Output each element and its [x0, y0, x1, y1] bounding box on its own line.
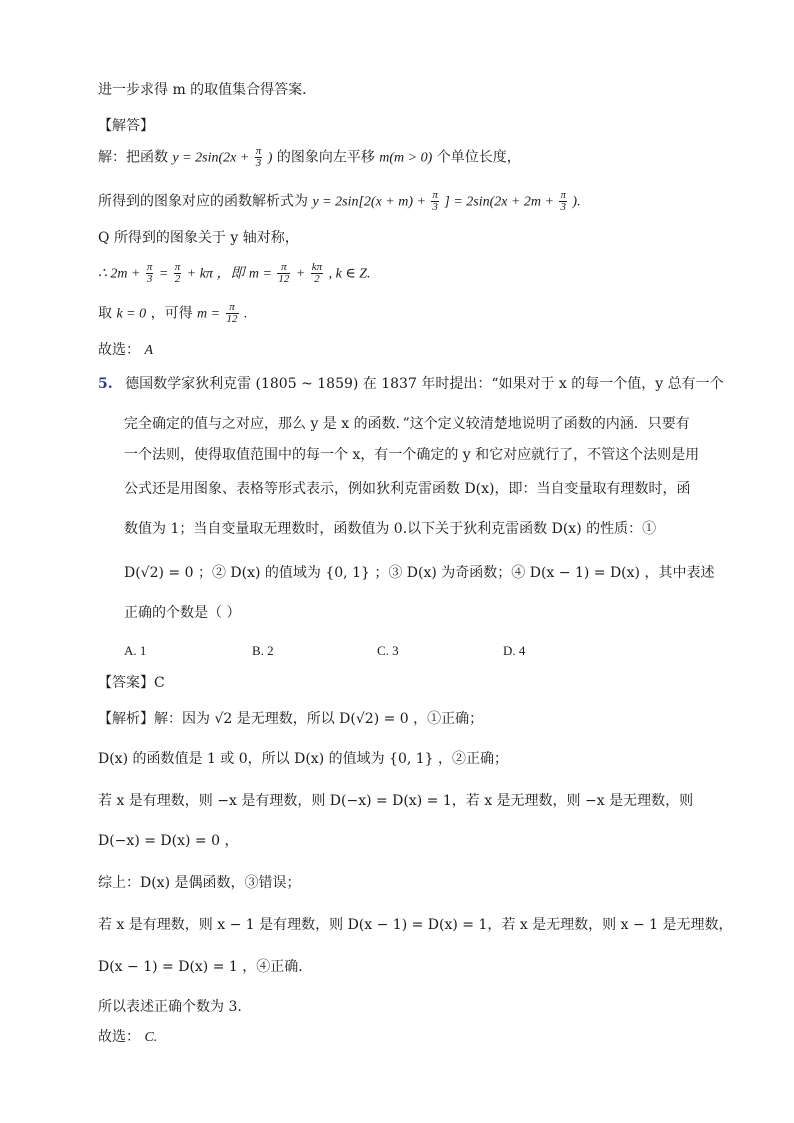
solution-step-1	[98, 146, 521, 169]
solution-step-3: Q 所得到的图象关于 y 轴对称，	[98, 230, 299, 246]
step2-text: 所得到的图象对应的函数解析式为	[98, 193, 308, 210]
pi-over-3-fraction: $\frac{\pi}{3}$	[432, 189, 438, 213]
step4-plus: +	[295, 266, 306, 282]
step4-rhs: + kπ ，即	[186, 266, 245, 282]
final-choice-line	[98, 1027, 157, 1048]
question-5-line-7: 正确的个数是（ ）	[124, 605, 241, 621]
step5-m: m =	[197, 306, 221, 322]
question-5-line-5: 数值为 1；当自变量取无理数时，函数值为 0.以下关于狄利克雷函数 D(x) 的性质：①	[124, 521, 657, 537]
step1-close-paren: )	[267, 150, 273, 166]
step4-eq: =	[158, 266, 169, 282]
pi-over-3-fraction: $\frac{\pi}{3}$	[255, 145, 262, 169]
question-number: 5.	[98, 376, 113, 392]
step1-text-a: 解：把函数	[98, 149, 168, 166]
analysis-line-7: D(x − 1) = D(x) = 1 ，④正确．	[98, 959, 313, 975]
pi-over-2-fraction: $\frac{\pi}{2}$	[174, 261, 181, 285]
choice-line-prev	[98, 340, 153, 361]
question-text: 德国数学家狄利克雷 (1805 ~ 1859) 在 1837 年时提出：“如果对于 x 的每一个值，y 总有一个	[125, 376, 724, 392]
option-b: B. 2	[252, 643, 274, 658]
analysis-line-3: 若 x 是有理数，则 −x 是有理数，则 D(−x) = D(x) = 1，若 x 是无理数，则 −x 是无理数，则	[98, 793, 694, 809]
step2-expr-a: y = 2sin[2(x + m) +	[312, 194, 426, 210]
step2-expr-b: ] = 2sin(2x + 2m +	[444, 194, 554, 210]
analysis-line-5: 综上：D(x) 是偶函数，③错误；	[98, 875, 301, 891]
answer-line: 【答案】C	[98, 675, 165, 691]
analysis-line-8: 所以表述正确个数为 3.	[98, 999, 242, 1015]
solution-step-4	[98, 262, 371, 285]
question-5-line-6: D(√2) = 0 ；② D(x) 的值域为 {0, 1} ；③ D(x) 为奇函数；④ D(x − 1) = D(x) ，其中表述	[124, 565, 715, 581]
pi-over-3-fraction: $\frac{\pi}{3}$	[560, 189, 566, 213]
step5-text-b: ，可得	[150, 305, 193, 322]
step2-expr-c: ).	[572, 194, 581, 210]
question-5-line-3: 一个法则，使得取值范围中的每一个 x，有一个确定的 y 和它对应就行了，不管这个法则是用	[124, 447, 700, 463]
step4-domain: , k ∈ Z.	[328, 266, 371, 282]
step5-period: .	[244, 306, 248, 322]
solution-step-5	[98, 302, 248, 325]
kpi-over-2-fraction: $\frac{k\pi}{2}$	[311, 261, 323, 285]
choice-label: 故选：	[98, 342, 140, 358]
pi-over-3-fraction: $\frac{\pi}{3}$	[146, 261, 153, 285]
step1-function: y = 2sin(2x +	[172, 150, 250, 166]
question-5-line-4: 公式还是用图象、表格等形式表示，例如狄利克雷函数 D(x)，即：当自变量取有理数时，函	[124, 481, 691, 497]
analysis-line-4: D(−x) = D(x) = 0 ，	[98, 833, 239, 849]
step5-k: k = 0	[116, 306, 147, 322]
question-5-line-2: 完全确定的值与之对应，那么 y 是 x 的函数．”这个定义较清楚地说明了函数的内涵．只要有	[124, 416, 690, 432]
solution-hint-line: 进一步求得 m 的取值集合得答案．	[98, 82, 317, 98]
choice-value: A	[144, 343, 154, 358]
analysis-line-2: D(x) 的函数值是 1 或 0，所以 D(x) 的值域为 {0, 1} ，②正确；	[98, 751, 509, 767]
step1-text-c: 个单位长度，	[436, 149, 521, 166]
pi-over-12-fraction: $\frac{\pi}{12}$	[226, 301, 238, 325]
step1-text-b: 的图象向左平移	[276, 149, 375, 166]
step1-shift: m(m > 0)	[379, 150, 433, 166]
option-c: C. 3	[377, 643, 399, 658]
option-d: D. 4	[503, 643, 526, 658]
final-choice-value: C.	[144, 1030, 158, 1045]
option-a: A. 1	[124, 643, 147, 658]
final-choice-label: 故选：	[98, 1029, 140, 1045]
question-5-line-1	[98, 374, 724, 394]
analysis-line-6: 若 x 是有理数，则 x − 1 是有理数，则 D(x − 1) = D(x) = 1，若 x 是无理数，则 x − 1 是无理数，	[98, 917, 733, 933]
solution-step-2	[98, 190, 581, 213]
step4-m-eq: m =	[248, 266, 272, 282]
pi-over-12-fraction: $\frac{\pi}{12}$	[278, 261, 290, 285]
step4-lhs: ∴ 2m +	[98, 266, 141, 282]
step5-text-a: 取	[98, 305, 112, 322]
answer-section-heading: 【解答】	[98, 118, 154, 134]
analysis-line-1: 【解析】解：因为 √2 是无理数，所以 D(√2) = 0 ，①正确；	[98, 711, 484, 727]
